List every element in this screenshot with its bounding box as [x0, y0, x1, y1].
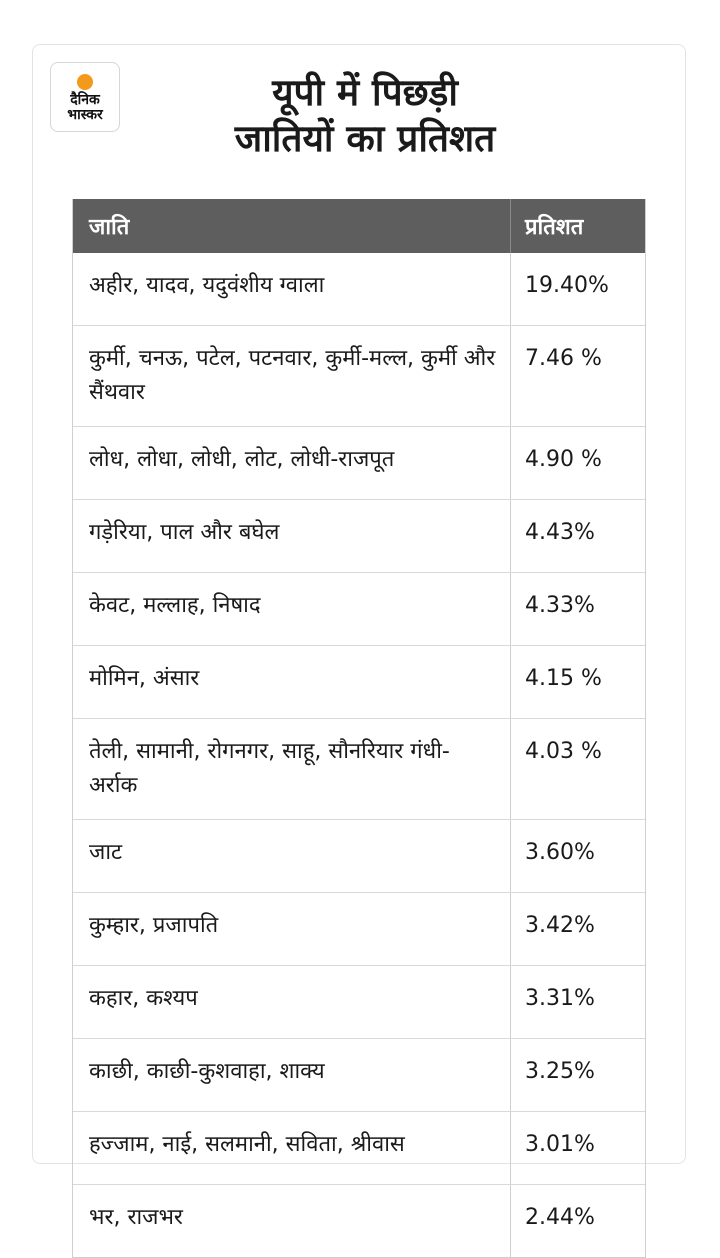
percent-cell: 3.60%	[525, 840, 595, 865]
percent-cell: 3.31%	[525, 986, 595, 1011]
percent-cell: 4.33%	[525, 593, 595, 618]
percent-cell: 4.90 %	[525, 447, 602, 472]
title-line-1: यूपी में पिछड़ी	[272, 71, 458, 114]
table-row	[73, 892, 645, 965]
caste-cell: कहार, कश्यप	[73, 966, 511, 1038]
dainik-bhaskar-logo	[50, 62, 120, 132]
caste-cell: जाट	[73, 820, 511, 892]
table-row	[73, 499, 645, 572]
table-row	[73, 325, 645, 426]
title-line-2: जातियों का प्रतिशत	[234, 117, 496, 160]
percent-cell: 4.03 %	[525, 739, 602, 764]
logo-sun-icon	[77, 74, 93, 90]
percent-cell: 19.40%	[525, 273, 609, 298]
table-row	[73, 1038, 645, 1111]
caste-cell: केवट, मल्लाह, निषाद	[73, 573, 511, 645]
percent-cell: 4.15 %	[525, 666, 602, 691]
table-row	[73, 1184, 645, 1257]
caste-cell: हज्जाम, नाई, सलमानी, सविता, श्रीवास	[73, 1112, 511, 1184]
caste-cell: कुर्मी, चनऊ, पटेल, पटनवार, कुर्मी-मल्ल, कुर्मी और सैंथवार	[73, 326, 511, 426]
header-percent: प्रतिशत	[525, 215, 584, 240]
logo-text-line2: भास्कर	[67, 107, 103, 123]
caste-cell: कुम्हार, प्रजापति	[73, 893, 511, 965]
percent-cell: 4.43%	[525, 520, 595, 545]
percent-cell: 2.44%	[525, 1205, 595, 1230]
table-row	[73, 718, 645, 819]
caste-cell: भर, राजभर	[73, 1185, 511, 1257]
table-row	[73, 253, 645, 325]
percent-cell: 7.46 %	[525, 346, 602, 371]
caste-cell: काछी, काछी-कुशवाहा, शाक्य	[73, 1039, 511, 1111]
table-header	[73, 199, 645, 253]
table-row	[73, 819, 645, 892]
table-row	[73, 572, 645, 645]
percent-cell: 3.42%	[525, 913, 595, 938]
caste-cell: अहीर, यादव, यदुवंशीय ग्वाला	[73, 253, 511, 325]
caste-cell: लोध, लोधा, लोधी, लोट, लोधी-राजपूत	[73, 427, 511, 499]
caste-percentage-table	[72, 199, 646, 1258]
percent-cell: 3.01%	[525, 1132, 595, 1157]
caste-cell: तेली, सामानी, रोगनगर, साहू, सौनरियार गंधी-अर्राक	[73, 719, 511, 819]
table-row	[73, 1111, 645, 1184]
caste-cell: मोमिन, अंसार	[73, 646, 511, 718]
logo-text-line1: दैनिक	[70, 92, 100, 108]
table-row	[73, 426, 645, 499]
page-title	[130, 70, 600, 162]
table-body	[73, 253, 645, 1257]
caste-cell: गड़ेरिया, पाल और बघेल	[73, 500, 511, 572]
table-row	[73, 645, 645, 718]
header-caste: जाति	[73, 199, 511, 253]
percent-cell: 3.25%	[525, 1059, 595, 1084]
table-row	[73, 965, 645, 1038]
